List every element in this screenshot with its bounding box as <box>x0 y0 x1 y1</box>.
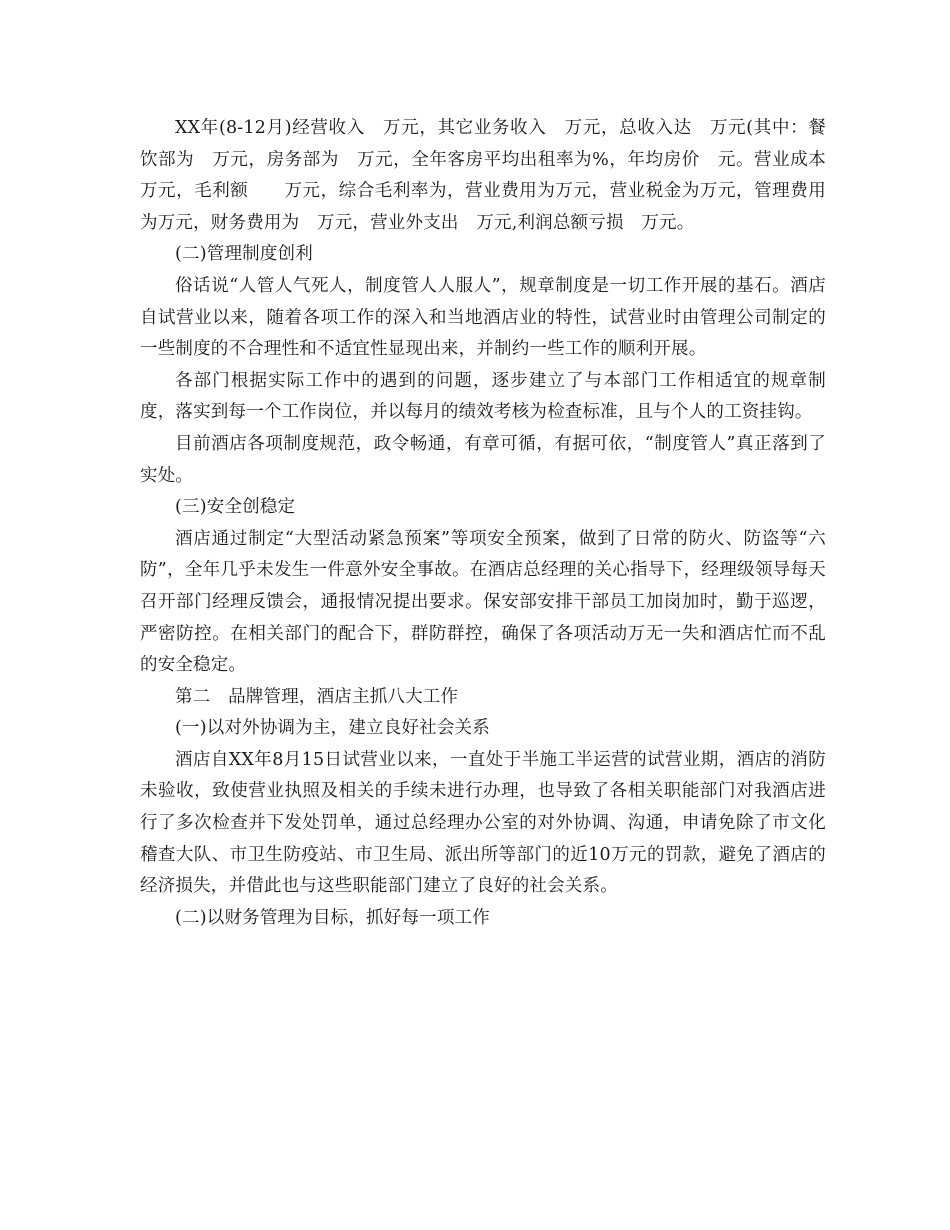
paragraph-safety-plan: 酒店通过制定“大型活动紧急预案”等项安全预案，做到了日常的防火、防盗等“六防”，全年几乎未发生一件意外安全事故。在酒店总经理的关心指导下，经理级领导每天召开部门经理反馈会，通报情况提出要求。保安部安排干部员工加岗加时，勤于巡逻，严密防控。在相关部门的配合下，群防群控，确保了各项活动万无一失和酒店忙而不乱的安全稳定。 <box>140 528 826 676</box>
document-body <box>140 113 844 934</box>
section-heading-management-system: (二)管理制度创利 <box>175 244 313 265</box>
section-heading-financial-management: (二)以财务管理为目标，抓好每一项工作 <box>175 907 490 928</box>
paragraph-trial-operation: 酒店自XX年8月15日试营业以来，一直处于半施工半运营的试营业期，酒店的消防未验收，致使营业执照及相关的手续未进行办理，也导致了各相关职能部门对我酒店进行了多次检查并下发处罚单，通过总经理办公室的对外协调、沟通，申请免除了市文化稽查大队、市卫生防疫站、市卫生局、派出所等部门的近10万元的罚款，避免了酒店的经济损失，并借此也与这些职能部门建立了良好的社会关系。 <box>140 749 826 897</box>
paragraph-rules-foundation: 俗话说“人管人气死人，制度管人人服人”，规章制度是一切工作开展的基石。酒店自试营业以来，随着各项工作的深入和当地酒店业的特性，试营业时由管理公司制定的一些制度的不合理性和不适宜性显现出来，并制约一些工作的顺利开展。 <box>140 275 826 360</box>
section-heading-safety: (三)安全创稳定 <box>175 497 296 518</box>
paragraph-department-rules: 各部门根据实际工作中的遇到的问题，逐步建立了与本部门工作相适宜的规章制度，落实到每一个工作岗位，并以每月的绩效考核为检查标准，且与个人的工资挂钩。 <box>140 370 826 423</box>
paragraph-revenue-summary: XX年(8-12月)经营收入 万元，其它业务收入 万元，总收入达 万元(其中：餐饮部为 万元，房务部为 万元，全年客房平均出租率为%，年均房价 元。营业成本 万元，毛利额 万元，综合毛利率为，营业费用为万元，营业税金为万元，管理费用为万元，财务费用为 万元，营业外支出 万元,利润总额亏损 万元。 <box>140 118 844 233</box>
section-heading-external-coordination: (一)以对外协调为主，建立良好社会关系 <box>175 718 490 739</box>
chapter-heading-brand-management: 第二 品牌管理，酒店主抓八大工作 <box>175 686 459 707</box>
paragraph-current-rules: 目前酒店各项制度规范，政令畅通，有章可循，有据可依，“制度管人”真正落到了实处。 <box>140 433 826 486</box>
